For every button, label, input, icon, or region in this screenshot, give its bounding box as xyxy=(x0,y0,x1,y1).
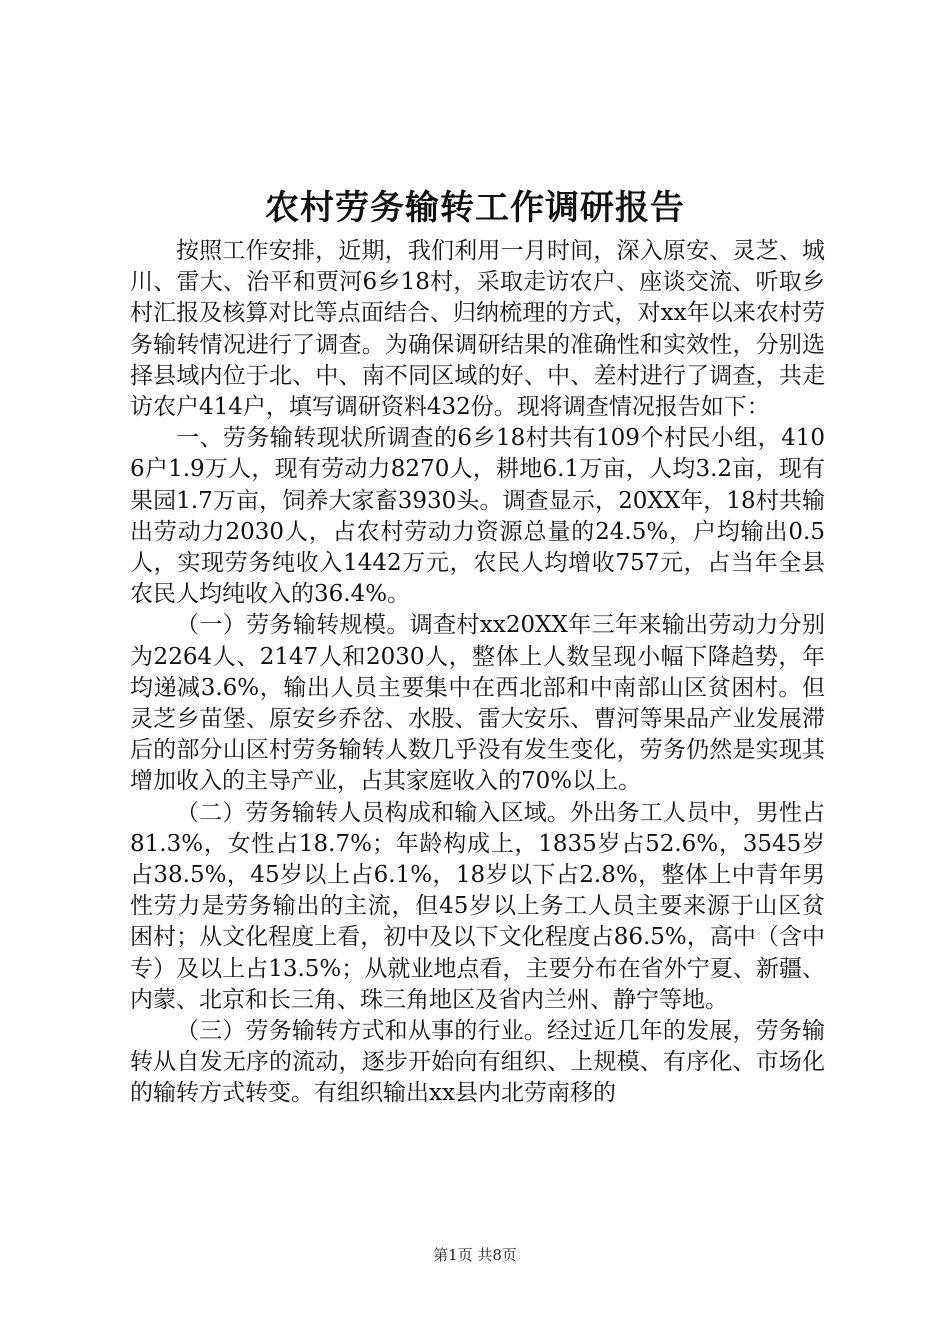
paragraph-scale: （一）劳务输转规模。调查村xx20XX年三年来输出劳动力分别为2264人、2147人和2030人，整体上人数呈现小幅下降趋势，年均递减3.6%，输出人员主要集中在西北部和中南部山区贫困村。但灵芝乡苗堡、原安乡乔岔、水股、雷大安乐、曹河等果品产业发展滞后的部分山区村劳务输转人数几乎没有发生变化，劳务仍然是实现其增加收入的主导产业，占其家庭收入的70%以上。 xyxy=(130,612,825,795)
paragraph-intro: 按照工作安排，近期，我们利用一月时间，深入原安、灵芝、城川、雷大、治平和贾河6乡18村，采取走访农户、座谈交流、听取乡村汇报及核算对比等点面结合、归纳梳理的方式，对xx年以来农村劳务输转情况进行了调查。为确保调研结果的准确性和实效性，分别选择县域内位于北、中、南不同区域的好、中、差村进行了调查，共走访农户414户，填写调研资料432份。现将调查情况报告如下： xyxy=(130,238,825,421)
document-body xyxy=(130,236,825,1110)
paragraph-methods: （三）劳务输转方式和从事的行业。经过近几年的发展，劳务输转从自发无序的流动，逐步开始向有组织、上规模、有序化、市场化的输转方式转变。有组织输出xx县内北劳南移的 xyxy=(130,1018,825,1107)
page-number-footer: 第1页 共8页 xyxy=(433,1246,517,1264)
document-title: 农村劳务输转工作调研报告 xyxy=(265,188,685,228)
paragraph-composition: （二）劳务输转人员构成和输入区域。外出务工人员中，男性占81.3%，女性占18.7%；年龄构成上，1835岁占52.6%，3545岁占38.5%，45岁以上占6.1%，18岁以下占2.8%，整体上中青年男性劳力是劳务输出的主流，但45岁以上务工人员主要来源于山区贫困村；从文化程度上看，初中及以下文化程度占86.5%，高中（含中专）及以上占13.5%；从就业地点看，主要分布在省外宁夏、新疆、内蒙、北京和长三角、珠三角地区及省内兰州、静宁等地。 xyxy=(130,799,825,1013)
paragraph-status: 一、劳务输转现状所调查的6乡18村共有109个村民小组，4106户1.9万人，现有劳动力8270人，耕地6.1万亩，人均3.2亩，现有果园1.7万亩，饲养大家畜3930头。调查显示，20XX年，18村共输出劳动力2030人，占农村劳动力资源总量的24.5%，户均输出0.5人，实现劳务纯收入1442万元，农民人均增收757元，占当年全县农民人均纯收入的36.4%。 xyxy=(130,425,825,608)
